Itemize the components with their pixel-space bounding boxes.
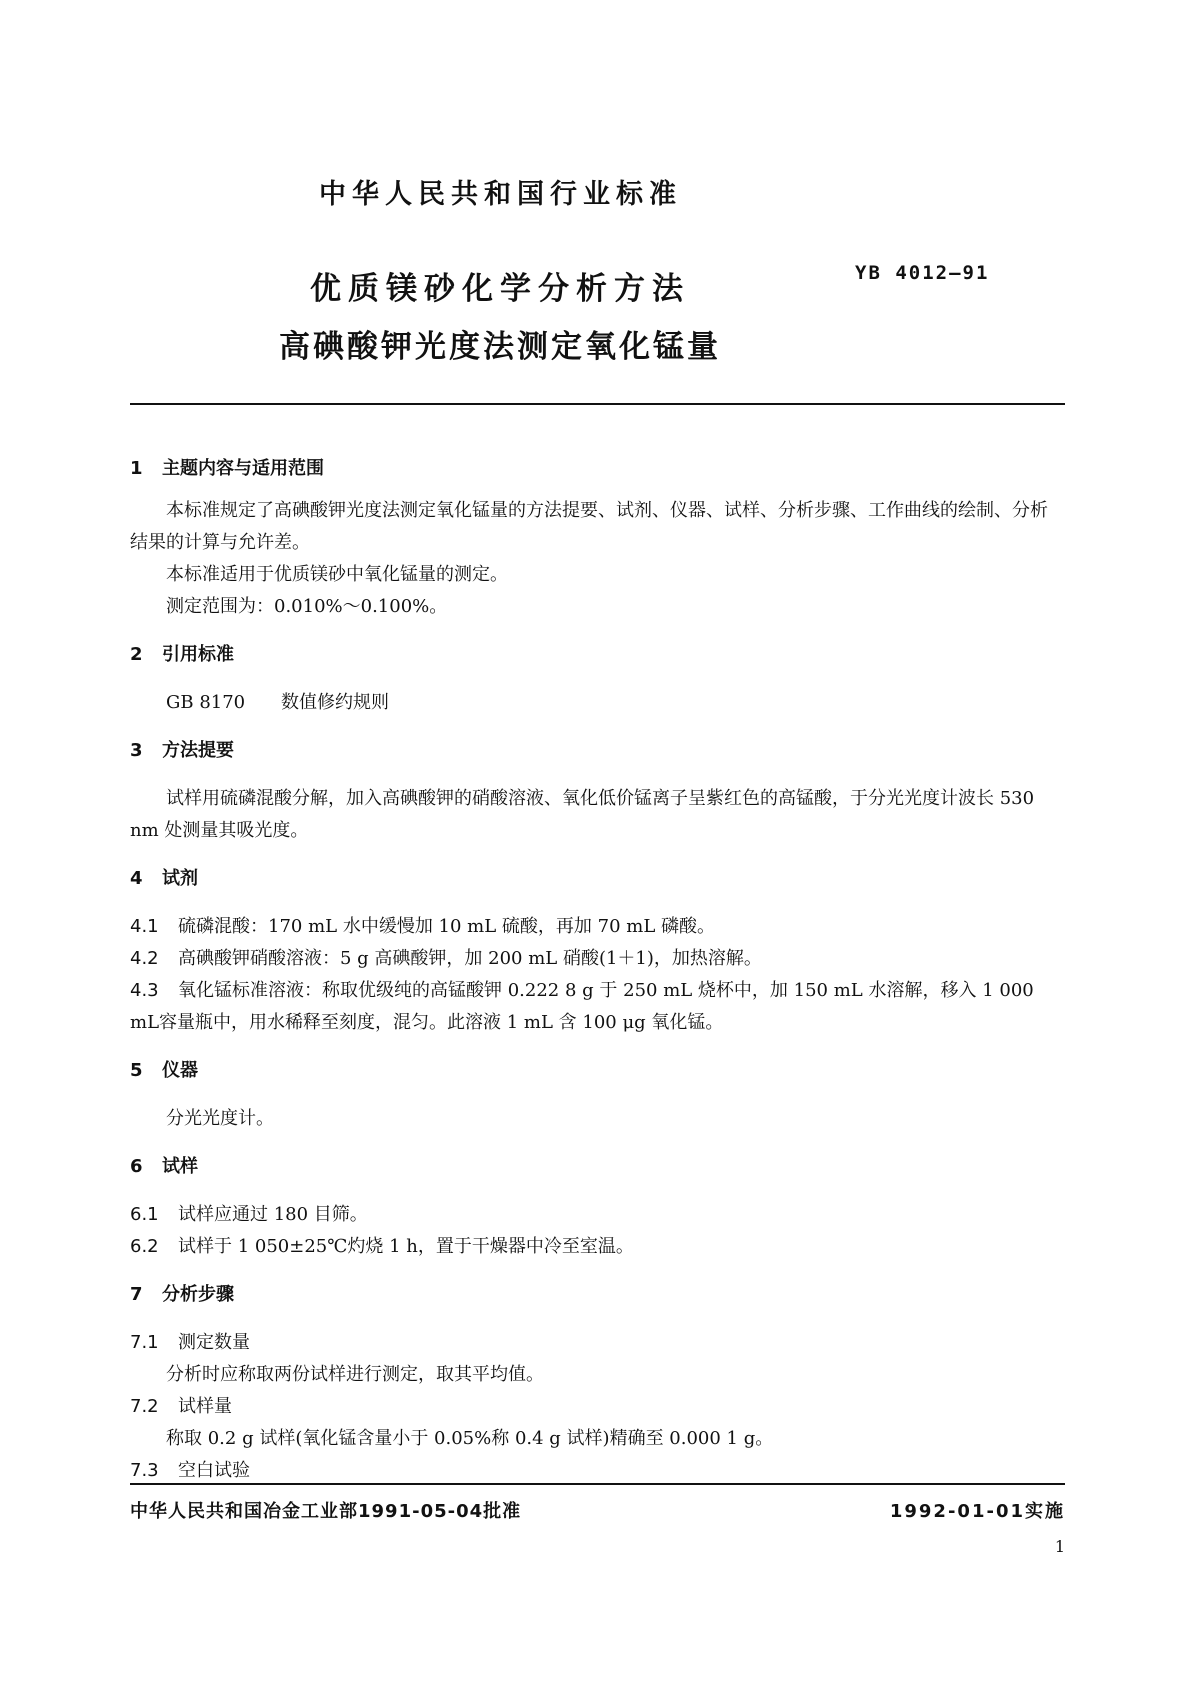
section-number: 1	[130, 458, 143, 479]
item-text: 试样量	[178, 1396, 232, 1417]
section-number: 5	[130, 1060, 143, 1081]
reagent-item	[130, 911, 1065, 943]
item-number: 6.1	[130, 1204, 159, 1225]
section-number: 4	[130, 868, 143, 889]
section-title: 引用标准	[162, 644, 234, 665]
section-number: 6	[130, 1156, 143, 1177]
section-number: 7	[130, 1284, 143, 1305]
section-title: 试剂	[162, 868, 198, 889]
sample-item	[130, 1231, 1065, 1263]
header-divider	[130, 403, 1065, 405]
section-title: 方法提要	[162, 740, 234, 761]
standard-code: YB 4012—91	[855, 262, 990, 284]
reagent-item	[130, 943, 1065, 975]
procedure-item-detail: 称取 0.2 g 试样(氧化锰含量小于 0.05%称 0.4 g 试样)精确至 0.000 1 g。	[166, 1428, 774, 1449]
section-2-heading	[130, 639, 1065, 671]
section-1-paragraph-3: 测定范围为：0.010%～0.100%。	[166, 596, 448, 617]
document-title	[240, 260, 760, 376]
section-3-paragraph: 试样用硫磷混酸分解，加入高碘酸钾的硝酸溶液、氧化低价锰离子呈紫红色的高锰酸，于分光光度计波长 530 nm 处测量其吸光度。	[130, 788, 1035, 841]
section-title: 仪器	[162, 1060, 198, 1081]
approval-line: 中华人民共和国冶金工业部1991-05-04批准	[130, 1501, 522, 1522]
procedure-item	[130, 1327, 1065, 1359]
item-number: 7.1	[130, 1332, 159, 1353]
section-title: 主题内容与适用范围	[162, 458, 324, 479]
section-4-heading	[130, 863, 1065, 895]
item-number: 6.2	[130, 1236, 159, 1257]
industry-standard-text: 中华人民共和国行业标准	[319, 179, 682, 210]
procedure-item-detail: 分析时应称取两份试样进行测定，取其平均值。	[166, 1364, 544, 1385]
section-title: 试样	[162, 1156, 198, 1177]
section-number: 2	[130, 644, 143, 665]
title-line-2: 高碘酸钾光度法测定氧化锰量	[279, 329, 721, 365]
implementation-date: 1992-01-01实施	[889, 1501, 1065, 1522]
item-number: 4.3	[130, 980, 159, 1001]
item-text: 试样于 1 050±25℃灼烧 1 h，置于干燥器中冷至室温。	[178, 1236, 634, 1257]
item-text: 氧化锰标准溶液：称取优级纯的高锰酸钾 0.222 8 g 于 250 mL 烧杯中，加 150 mL 水溶解，移入 1 000 mL容量瓶中，用水稀释至刻度，混匀。此溶液 1 mL 含 100 μg 氧化锰。	[130, 980, 1034, 1033]
sample-item	[130, 1199, 1065, 1231]
section-number: 3	[130, 740, 143, 761]
footer-divider	[130, 1483, 1065, 1485]
section-7-heading	[130, 1279, 1065, 1311]
title-line-1: 优质镁砂化学分析方法	[310, 271, 690, 307]
normative-reference	[130, 687, 1065, 719]
page-number: 1	[1054, 1537, 1065, 1556]
section-6-heading	[130, 1151, 1065, 1183]
item-number: 7.2	[130, 1396, 159, 1417]
section-1-paragraph-1: 本标准规定了高碘酸钾光度法测定氧化锰量的方法提要、试剂、仪器、试样、分析步骤、工作曲线的绘制、分析结果的计算与允许差。	[130, 500, 1048, 553]
reagent-item	[130, 975, 1065, 1039]
section-5-paragraph: 分光光度计。	[166, 1108, 274, 1129]
reference-code: GB 8170	[166, 692, 246, 713]
industry-standard-heading	[0, 172, 1191, 211]
item-text: 高碘酸钾硝酸溶液：5 g 高碘酸钾，加 200 mL 硝酸(1＋1)，加热溶解。	[178, 948, 762, 969]
item-text: 测定数量	[178, 1332, 250, 1353]
item-number: 7.3	[130, 1460, 159, 1481]
item-number: 4.1	[130, 916, 159, 937]
document-body	[130, 453, 1065, 1487]
section-5-heading	[130, 1055, 1065, 1087]
item-text: 硫磷混酸：170 mL 水中缓慢加 10 mL 硫酸，再加 70 mL 磷酸。	[178, 916, 716, 937]
section-title: 分析步骤	[162, 1284, 234, 1305]
section-1-paragraph-2: 本标准适用于优质镁砂中氧化锰量的测定。	[166, 564, 508, 585]
section-1-heading	[130, 453, 1065, 485]
section-3-heading	[130, 735, 1065, 767]
item-number: 4.2	[130, 948, 159, 969]
reference-name: 数值修约规则	[281, 692, 389, 713]
procedure-item	[130, 1391, 1065, 1423]
item-text: 空白试验	[178, 1460, 250, 1481]
item-text: 试样应通过 180 目筛。	[178, 1204, 368, 1225]
